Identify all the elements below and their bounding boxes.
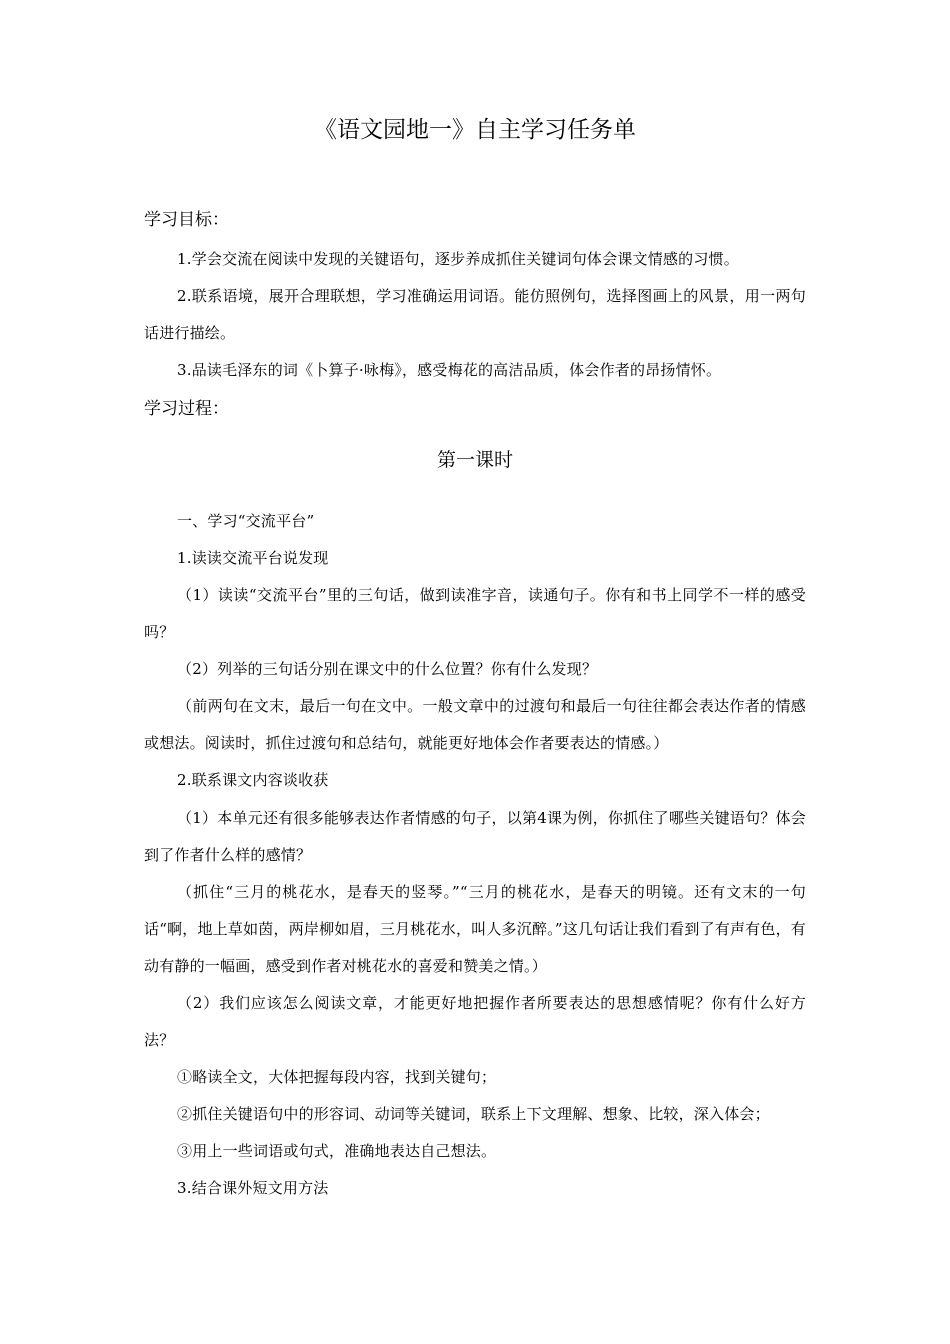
process-paragraph: （2）我们应该怎么阅读文章，才能更好地把握作者所要表达的思想感情呢？你有什么好方法？ — [144, 994, 806, 1049]
process-paragraph: 1.读读交流平台说发现 — [177, 549, 329, 567]
process-paragraph: ②抓住关键语句中的形容词、动词等关键词，联系上下文理解、想象、比较，深入体会； — [177, 1105, 770, 1123]
process-paragraph: （抓住“三月的桃花水，是春天的竖琴。”“三月的桃花水，是春天的明镜。还有文末的一句话“啊，地上草如茵，两岸柳如眉，三月桃花水，叫人多沉醉。”这几句话让我们看到了有声有色，有动有静的一幅画，感受到作者对桃花水的喜爱和赞美之情。） — [144, 883, 806, 975]
process-heading: 学习过程： — [144, 399, 229, 419]
lesson-title: 第一课时 — [436, 449, 513, 471]
objective-item-3: 3.品读毛泽东的词《卜算子·咏梅》，感受梅花的高洁品质，体会作者的昂扬情怀。 — [177, 361, 722, 379]
process-paragraph: 2.联系课文内容谈收获 — [177, 771, 329, 789]
objective-item-1: 1.学会交流在阅读中发现的关键语句，逐步养成抓住关键词句体会课文情感的习惯。 — [177, 250, 739, 268]
process-paragraph: （前两句在文末，最后一句在文中。一般文章中的过渡句和最后一句往往都会表达作者的情感或想法。阅读时，抓住过渡句和总结句，就能更好地体会作者要表达的情感。） — [144, 697, 806, 752]
process-paragraph: （1）本单元还有很多能够表达作者情感的句子，以第4课为例，你抓住了哪些关键语句？体会到了作者什么样的感情？ — [144, 809, 806, 864]
process-paragraph: ③用上一些词语或句式，准确地表达自己想法。 — [177, 1142, 497, 1160]
process-paragraph: （2）列举的三句话分别在课文中的什么位置？你有什么发现？ — [177, 660, 598, 678]
process-paragraph: ①略读全文，大体把握每段内容，找到关键句； — [177, 1068, 497, 1086]
process-paragraph: 一、学习“交流平台” — [177, 512, 315, 530]
objectives-heading: 学习目标： — [144, 210, 229, 230]
document-title: 《语文园地一》自主学习任务单 — [314, 117, 636, 143]
process-paragraph: 3.结合课外短文用方法 — [177, 1179, 329, 1197]
objective-item-2: 2.联系语境，展开合理联想，学习准确运用词语。能仿照例句，选择图画上的风景，用一两句话进行描绘。 — [144, 287, 806, 342]
process-paragraph: （1）读读“交流平台”里的三句话，做到读准字音，读通句子。你有和书上同学不一样的感受吗？ — [144, 586, 806, 641]
